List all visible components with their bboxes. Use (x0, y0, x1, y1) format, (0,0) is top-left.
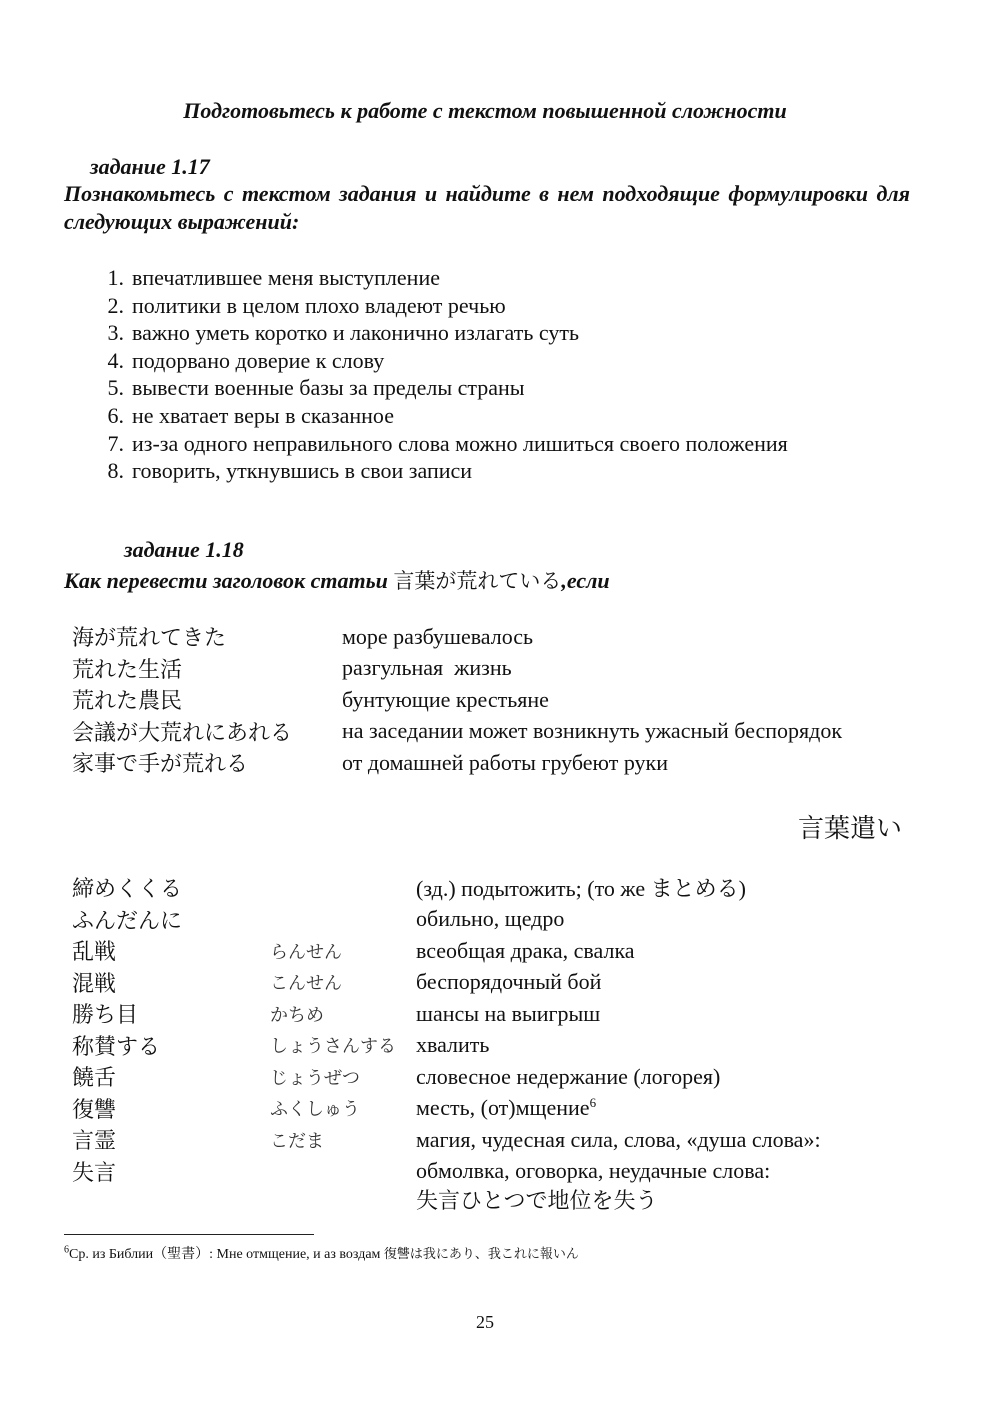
list-item (88, 374, 928, 402)
example-row (72, 621, 932, 653)
list-item (88, 402, 928, 430)
example-japanese: 会議が大荒れにあれる (72, 720, 293, 746)
task-1-18-question (64, 565, 610, 595)
list-item (88, 319, 928, 347)
example-russian: от домашней работы грубеют руки (342, 749, 668, 775)
example-table (72, 621, 932, 779)
vocab-row (72, 1124, 952, 1156)
expression-list (88, 264, 928, 485)
vocab-meaning: всеобщая драка, свалка (416, 937, 635, 963)
list-item-number: 6. (107, 402, 124, 428)
footnote-number: 6 (64, 1244, 69, 1256)
example-japanese: 荒れた生活 (72, 657, 183, 683)
example-russian: на заседании может возникнуть ужасный беспорядок (342, 718, 843, 744)
list-item (88, 457, 928, 485)
question-japanese-title: 言葉が荒れている (393, 569, 562, 593)
list-item-number: 8. (107, 458, 124, 484)
vocab-meaning: беспорядочный бой (416, 969, 602, 995)
footnote-text: Ср. из Библии（聖書）: Мне отмщение, и аз воздам (69, 1247, 384, 1262)
vocab-reading: じょうぜつ (270, 1067, 360, 1089)
list-item-number: 1. (107, 265, 124, 290)
vocab-example-sentence: 失言ひとつで地位を失う (416, 1189, 658, 1214)
example-russian: море разбушевалось (342, 623, 534, 649)
question-suffix: ,если (561, 568, 610, 593)
task-1-18-label: задание 1.18 (124, 537, 244, 562)
vocab-row (72, 998, 952, 1030)
vocab-meaning: (зд.) подытожить; (то же まとめる) (416, 876, 746, 902)
list-item-text: говорить, уткнувшись в свои записи (132, 458, 473, 484)
vocabulary-table (72, 872, 952, 1217)
vocab-meaning: обмолвка, оговорка, неудачные слова: (416, 1158, 771, 1184)
footnote-marker[interactable]: 6 (589, 1095, 597, 1111)
vocab-row (72, 935, 952, 967)
list-item-text: из-за одного неправильного слова можно лишиться своего положения (132, 430, 788, 456)
vocab-word: 称賛する (72, 1034, 161, 1060)
example-russian: бунтующие крестьяне (342, 686, 549, 712)
example-russian: разгульная жизнь (342, 655, 512, 681)
example-japanese: 家事で手が荒れる (72, 752, 249, 778)
vocab-word: 言霊 (72, 1129, 117, 1155)
list-item-text: вывести военные базы за пределы страны (132, 375, 525, 401)
list-item-text: политики в целом плохо владеют речью (132, 292, 506, 318)
vocab-meaning: магия, чудесная сила, слова, «душа слова»: (416, 1126, 821, 1152)
footnote-divider (64, 1234, 314, 1235)
vocab-meaning: словесное недержание (логорея) (416, 1063, 721, 1089)
example-japanese: 荒れた農民 (72, 689, 183, 715)
task-1-17-instruction: Познакомьтесь с текстом задания и найдите в нем подходящие формулировки для следующих выражений: (64, 181, 910, 234)
vocab-row (72, 904, 952, 936)
vocab-row (72, 1156, 952, 1188)
page-heading: Подготовьтесь к работе с текстом повышенной сложности (183, 98, 787, 123)
list-item-text: подорвано доверие к слову (132, 347, 385, 373)
vocab-word: 失言 (72, 1160, 117, 1186)
vocab-meaning (416, 1095, 596, 1121)
vocab-word: 締めくくる (72, 877, 183, 903)
vocab-word: 饒舌 (72, 1066, 117, 1092)
task-1-17-label: задание 1.17 (90, 154, 210, 179)
vocab-reading: ふくしゅう (270, 1099, 360, 1121)
question-prefix: Как перевести заголовок статьи (64, 568, 394, 593)
list-item-text: впечатлившее меня выступление (132, 265, 440, 290)
example-japanese: 海が荒れてきた (72, 626, 227, 652)
footnote (64, 1243, 579, 1263)
list-item-number: 4. (107, 347, 124, 373)
list-item-number: 7. (107, 430, 124, 456)
list-item-text: важно уметь коротко и лаконично излагать суть (132, 320, 580, 346)
vocab-word: 混戦 (72, 971, 117, 997)
vocab-reading: かちめ (270, 1004, 324, 1026)
vocab-word: 勝ち目 (72, 1003, 139, 1029)
list-item (88, 264, 928, 292)
vocab-meaning: хвалить (416, 1032, 490, 1058)
section-title: 言葉遣い (798, 814, 903, 844)
vocab-meaning: шансы на выигрыш (416, 1000, 601, 1026)
example-row (72, 653, 932, 685)
example-row (72, 716, 932, 748)
vocab-row (72, 872, 952, 904)
vocab-reading: しょうさんする (270, 1036, 396, 1058)
vocab-meaning: обильно, щедро (416, 906, 565, 932)
vocab-reading: こだま (270, 1130, 324, 1152)
vocab-word: 復讐 (72, 1097, 117, 1123)
vocab-row (72, 1030, 952, 1062)
vocab-reading: こんせん (270, 973, 342, 995)
list-item-text: не хватает веры в сказанное (132, 402, 394, 428)
vocab-row (72, 1093, 952, 1125)
vocab-meaning-text: месть, (от)мщение (416, 1095, 590, 1121)
footnote-japanese-quote: 復讐は我にあり、我これに報いん (383, 1247, 579, 1262)
page-number: 25 (476, 1312, 494, 1332)
list-item (88, 430, 928, 458)
list-item-number: 5. (107, 375, 124, 401)
vocab-reading: らんせん (270, 941, 342, 963)
example-row (72, 684, 932, 716)
vocab-word: ふんだんに (72, 908, 183, 934)
list-item (88, 292, 928, 320)
vocab-word: 乱戦 (72, 940, 117, 966)
vocab-row (72, 967, 952, 999)
list-item-number: 2. (107, 292, 124, 318)
vocab-row (72, 1061, 952, 1093)
list-item (88, 347, 928, 375)
list-item-number: 3. (107, 320, 124, 346)
example-row (72, 747, 932, 779)
